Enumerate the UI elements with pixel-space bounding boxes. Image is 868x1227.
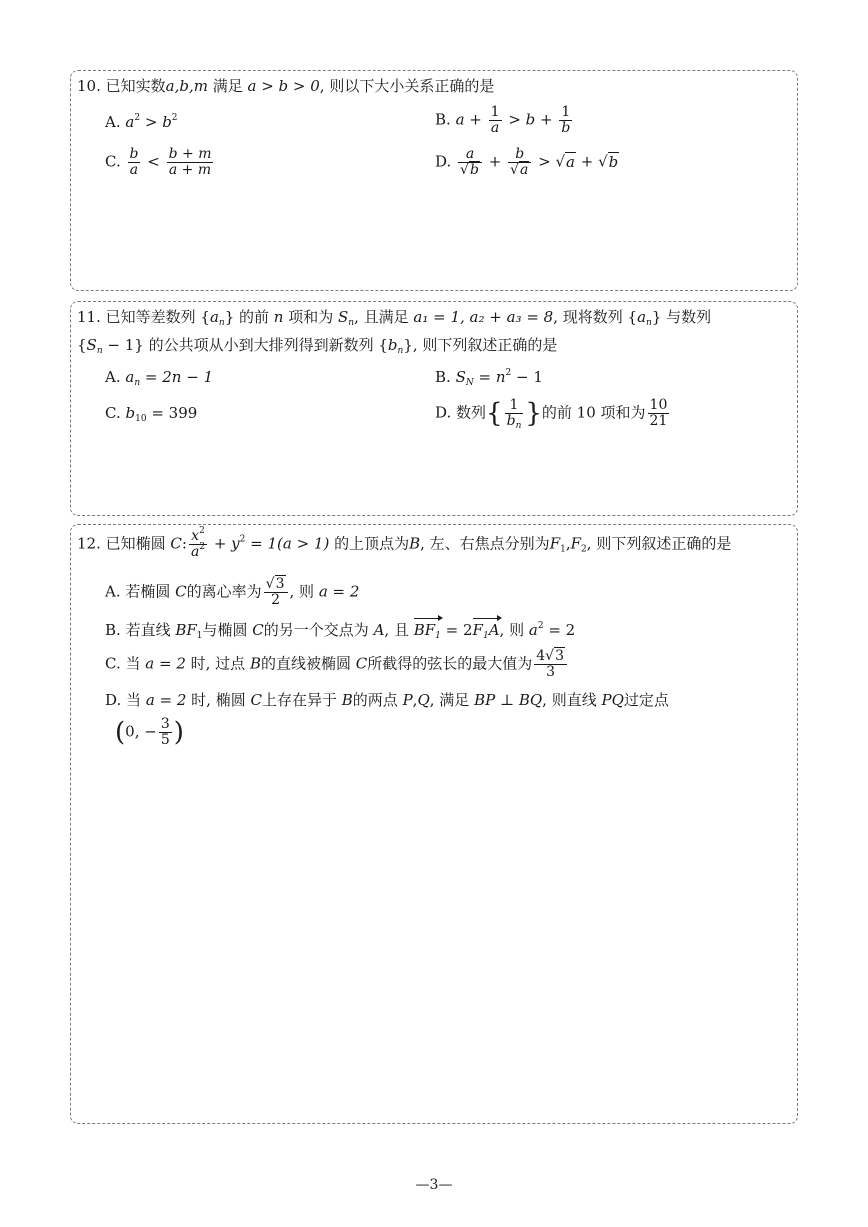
option-12-d: D. 当 a = 2 时, 椭圆 C上存在异于 B的两点 P,Q, 满足 BP ⊥ BQ, 则直线 PQ过定点 [105,691,669,709]
option-12-a: A. 若椭圆 C的离心率为 $\frac{√3}{2}$ , 则 a = 2 [105,576,360,608]
page-number: —3— [415,1177,453,1193]
question-12-box [70,524,798,1124]
option-11-d: D. 数列{ $\frac{1}{b_n}$ }的前 10 项和为 $\frac{10}{21}$ [435,397,668,431]
option-11-a: A. $a_n = 2n - 1$ [105,368,214,388]
question-10-box [70,70,798,291]
option-10-b: B. a + $\frac{1}{a}$ > b + $\frac{1}{b}$ [435,104,571,136]
option-12-d-point: (0, − $\frac{3}{5}$ ) [115,716,184,748]
option-12-b: B. 若直线 $BF_1$与椭圆 C的另一个交点为 A, 且 $BF_1 = 2F_1A$, 则 $a^2 = 2$ [105,617,575,643]
option-10-c: C. $\frac{b}{a}$ < $\frac{b + m}{a + m}$ [105,146,212,178]
question-10-stem: 10. 已知实数a,b,m 满足 a > b > 0, 则以下大小关系正确的是 [77,77,495,95]
option-10-d: D. $\frac{a}{√b}$ + $\frac{b}{√a}$ > √a + √b [435,146,619,178]
option-12-c: C. 当 a = 2 时, 过点 B的直线被椭圆 C所截得的弦长的最大值为 $\frac{4√3}{3}$ [105,649,569,680]
option-11-b: B. $S_N = n^2 - 1$ [435,368,543,388]
question-11-stem-line1: 11. 已知等差数列 $\{a_n\}$ 的前 n 项和为 $S_n$, 且满足 a₁ = 1, a₂ + a₃ = 8, 现将数列 $\{a_n\}$ 与数列 [77,308,712,328]
question-11-box [70,301,798,516]
question-11-stem-line2: $\{S_n - 1\}$ 的公共项从小到大排列得到新数列 $\{b_n\}$, 则下列叙述正确的是 [77,336,558,356]
option-10-a: A. $a^2 > b^2$ [105,113,178,131]
option-11-c: C. $b_{10} = 399$ [105,404,198,424]
question-12-stem: 12. 已知椭圆 C: $\frac{x^2}{a^2}$ + $y^2 = 1(a > 1)$ 的上顶点为B, 左、右焦点分别为$F_1,F_2$, 则下列叙述正确的是 [77,526,732,560]
